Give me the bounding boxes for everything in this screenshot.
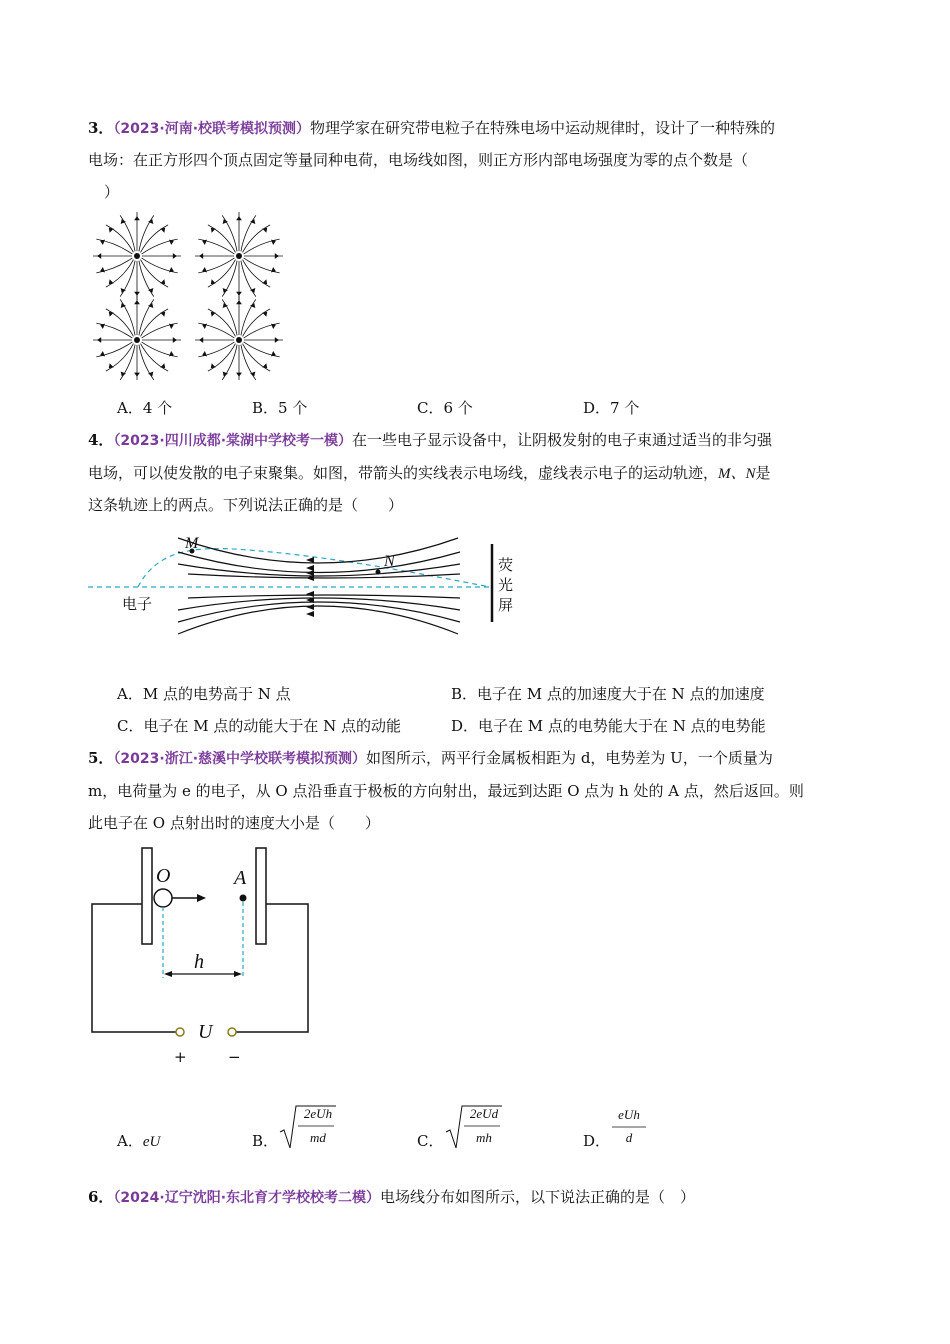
q4-option-c[interactable]: C．电子在 M 点的动能大于在 N 点的动能 — [117, 717, 402, 735]
field-line-arrow — [237, 292, 241, 295]
field-line-arrow — [211, 228, 215, 232]
field-line-arrow — [263, 312, 267, 316]
q3-line1 — [88, 118, 775, 139]
q5-option-d-den: d — [625, 1130, 633, 1145]
q5-option-c-den: mh — [476, 1130, 492, 1145]
field-line-arrow — [263, 280, 267, 284]
q5-option-a[interactable] — [117, 1131, 160, 1152]
field-line-arrow — [109, 364, 113, 368]
field-line-arrow — [109, 312, 113, 316]
q5-label-minus: − — [228, 1048, 241, 1066]
field-line-arrow — [200, 338, 203, 342]
q4-line1 — [88, 430, 772, 451]
q5-label-plus: + — [174, 1048, 187, 1066]
field-line-arrow — [161, 228, 165, 232]
field-line-arrow — [170, 352, 174, 356]
q5-number: 5． — [88, 749, 114, 767]
field-line-arrow — [200, 254, 203, 258]
field-line-arrow — [272, 240, 276, 244]
q5-option-a-expr: eU — [142, 1134, 161, 1150]
q4-option-a[interactable]: A．M 点的电势高于 N 点 — [117, 685, 291, 703]
q4-label-electron: 电子 — [122, 595, 153, 613]
q4-label-screen-2: 光 — [498, 576, 514, 594]
q5-label-h: h — [194, 951, 204, 973]
q4-text1: 在一些电子显示设备中，让阴极发射的电子束通过适当的非匀强 — [352, 431, 773, 449]
field-line-arrow — [135, 301, 139, 304]
q3-line2: 电场：在正方形四个顶点固定等量同种电荷，电场线如图，则正方形内部电场强度为零的点个数是（ — [88, 151, 749, 169]
q3-option-c[interactable]: C．6 个 — [417, 399, 473, 417]
field-line-arrow — [101, 324, 105, 328]
field-line-arrow — [109, 280, 113, 284]
field-line-arrow — [237, 217, 241, 220]
q4-option-d[interactable]: D．电子在 M 点的电势能大于在 N 点的电势能 — [451, 717, 766, 735]
q3-option-a[interactable]: A．4 个 — [117, 399, 173, 417]
q5-capacitor-figure — [88, 840, 348, 1070]
field-line-arrow — [203, 240, 207, 244]
q5-option-a-letter: A． — [117, 1132, 143, 1150]
field-line-arrow — [272, 352, 276, 356]
field-line-arrow — [170, 324, 174, 328]
q5-option-d-num: eUh — [618, 1107, 640, 1122]
field-line-arrow — [173, 254, 176, 258]
q5-option-d-fracbar — [610, 1125, 650, 1129]
q5-source: （2023·浙江·慈溪中学校联考模拟预测） — [113, 751, 367, 767]
field-line-arrow — [272, 324, 276, 328]
field-line-arrow — [101, 352, 105, 356]
q6-number: 6． — [88, 1188, 114, 1206]
field-line-arrow — [135, 217, 139, 220]
field-line-arrow — [101, 240, 105, 244]
field-line-arrow — [211, 364, 215, 368]
field-line-arrow — [237, 301, 241, 304]
field-line-arrow — [170, 240, 174, 244]
q3-line3: ） — [104, 183, 120, 201]
field-line-arrow — [203, 268, 207, 272]
field-line-arrow — [170, 268, 174, 272]
q4-label-screen-3: 屏 — [498, 596, 514, 614]
q6-source: （2024·辽宁沈阳·东北育才学校校考二模） — [113, 1190, 381, 1206]
field-line-arrow — [263, 364, 267, 368]
field-line-arrow — [161, 312, 165, 316]
q4-number: 4． — [88, 431, 114, 449]
field-line-arrow — [135, 373, 139, 376]
field-line-arrow — [161, 280, 165, 284]
q3-text1: 物理学家在研究带电粒子在特殊电场中运动规律时，设计了一种特殊的 — [310, 119, 776, 137]
q5-option-b-den: md — [310, 1130, 326, 1145]
q5-option-c-num: 2eUd — [469, 1106, 499, 1121]
q5-option-d-letter[interactable]: D． — [583, 1132, 611, 1150]
q3-field-figure — [88, 210, 288, 382]
field-line-arrow — [211, 280, 215, 284]
q4-line2 — [88, 463, 771, 484]
field-line-arrow — [272, 268, 276, 272]
field-line-arrow — [98, 338, 101, 342]
field-line-arrow — [203, 352, 207, 356]
field-line-arrow — [161, 364, 165, 368]
q4-line3: 这条轨迹上的两点。下列说法正确的是（ ） — [88, 496, 404, 514]
q5-label-u: U — [198, 1021, 213, 1043]
field-line-arrow — [101, 268, 105, 272]
q6-line1 — [88, 1187, 695, 1208]
field-line-arrow — [109, 228, 113, 232]
q5-label-o: O — [156, 865, 171, 887]
q3-option-b[interactable]: B．5 个 — [252, 399, 308, 417]
q6-text1: 电场线分布如图所示，以下说法正确的是（ ） — [380, 1188, 696, 1206]
field-line-arrow — [211, 312, 215, 316]
field-line-arrow — [135, 292, 139, 295]
field-line-arrow — [275, 338, 278, 342]
q5-option-c-letter[interactable]: C． — [417, 1132, 444, 1150]
q4-source: （2023·四川成都·棠湖中学校考一模） — [113, 433, 353, 449]
q4-electron-figure — [88, 528, 518, 658]
q5-option-b-letter[interactable]: B． — [252, 1132, 279, 1150]
q3-option-d[interactable]: D．7 个 — [583, 399, 640, 417]
field-line-arrow — [275, 254, 278, 258]
q3-source: （2023·河南·校联考模拟预测） — [113, 121, 311, 137]
q4-text2-vars: M、N — [718, 466, 756, 482]
q3-number: 3． — [88, 119, 114, 137]
q4-label-m: M — [185, 535, 199, 552]
q5-line2: m，电荷量为 e 的电子，从 O 点沿垂直于极板的方向射出，最远到达距 O 点为 h 处的 A 点，然后返回。则 — [88, 782, 804, 800]
q4-option-b[interactable]: B．电子在 M 点的加速度大于在 N 点的加速度 — [451, 685, 765, 703]
q4-label-n: N — [384, 553, 395, 570]
field-line-arrow — [173, 338, 176, 342]
field-line-arrow — [237, 373, 241, 376]
q5-line1 — [88, 748, 773, 769]
q5-label-a: A — [234, 867, 247, 889]
q5-line3: 此电子在 O 点射出时的速度大小是（ ） — [88, 814, 380, 832]
q5-text1: 如图所示，两平行金属板相距为 d，电势差为 U，一个质量为 — [366, 749, 773, 767]
field-line-arrow — [203, 324, 207, 328]
field-line-arrow — [263, 228, 267, 232]
q5-option-b-num: 2eUh — [303, 1106, 333, 1121]
field-line-arrow — [98, 254, 101, 258]
q4-text2: 电场，可以使发散的电子束聚集。如图，带箭头的实线表示电场线，虚线表示电子的运动轨迹， — [88, 464, 719, 482]
q4-text2-tail: 是 — [755, 464, 771, 482]
q4-label-screen-1: 荧 — [498, 556, 514, 574]
